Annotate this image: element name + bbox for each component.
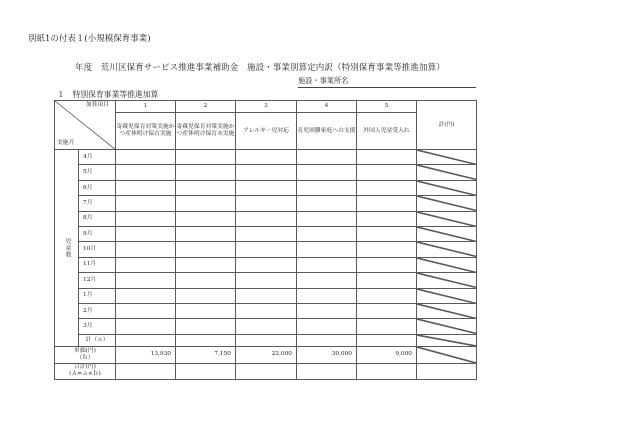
input-cell[interactable] xyxy=(357,242,417,257)
disabled-cell xyxy=(417,150,477,165)
subtotal-label: 計（ａ） xyxy=(79,334,116,346)
unit-price-value: 9,000 xyxy=(357,346,417,363)
table-row xyxy=(55,242,477,257)
disabled-cell xyxy=(417,288,477,303)
total-cell[interactable] xyxy=(236,363,297,379)
table-row xyxy=(55,273,477,288)
column-number: 4 xyxy=(297,101,357,113)
disabled-cell xyxy=(417,273,477,288)
input-cell[interactable] xyxy=(176,319,236,334)
input-cell[interactable] xyxy=(357,288,417,303)
document-title: 年度 荒川区保育サービス推進事業補助金 施設・事業別算定内訳（特別保育事業等推進加算） xyxy=(75,63,445,73)
disabled-cell xyxy=(417,165,477,180)
input-cell[interactable] xyxy=(116,165,176,180)
input-cell[interactable] xyxy=(357,257,417,272)
input-cell[interactable] xyxy=(116,150,176,165)
input-cell[interactable] xyxy=(116,242,176,257)
input-cell[interactable] xyxy=(236,165,297,180)
table-row xyxy=(55,257,477,272)
total-column-header: 計(円) xyxy=(417,101,477,150)
input-cell[interactable] xyxy=(357,273,417,288)
disabled-cell xyxy=(417,346,477,363)
input-cell[interactable] xyxy=(236,150,297,165)
input-cell[interactable] xyxy=(297,319,357,334)
input-cell[interactable] xyxy=(236,196,297,211)
disabled-cell xyxy=(417,319,477,334)
calculation-table xyxy=(54,100,477,380)
total-cell[interactable] xyxy=(297,363,357,379)
input-cell[interactable] xyxy=(116,319,176,334)
input-cell[interactable] xyxy=(297,257,357,272)
unit-price-value: 30,000 xyxy=(297,346,357,363)
month-label: 5月 xyxy=(79,165,116,180)
grand-total-cell[interactable] xyxy=(417,363,477,379)
subtotal-row xyxy=(55,334,477,346)
input-cell[interactable] xyxy=(297,165,357,180)
input-cell[interactable] xyxy=(297,303,357,318)
corner-header-cell xyxy=(55,101,116,150)
input-cell[interactable] xyxy=(297,288,357,303)
unit-price-value: 22,000 xyxy=(236,346,297,363)
column-label: 外国人児童受入れ xyxy=(357,113,417,150)
corner-bottom-label: 実施月 xyxy=(57,140,75,147)
unit-price-value: 13,930 xyxy=(116,346,176,363)
total-row xyxy=(55,363,477,379)
input-cell[interactable] xyxy=(176,273,236,288)
input-cell[interactable] xyxy=(116,180,176,195)
disabled-cell xyxy=(417,257,477,272)
month-label: 8月 xyxy=(79,211,116,226)
table-row xyxy=(55,196,477,211)
unit-price-value: 7,150 xyxy=(176,346,236,363)
input-cell[interactable] xyxy=(176,288,236,303)
input-cell[interactable] xyxy=(176,150,236,165)
subtotal-cell[interactable] xyxy=(357,334,417,346)
input-cell[interactable] xyxy=(116,211,176,226)
input-cell[interactable] xyxy=(176,196,236,211)
input-cell[interactable] xyxy=(357,303,417,318)
disabled-cell xyxy=(417,226,477,241)
column-label: 寄蔵児保育対策実施かつ産休明け保育実施 xyxy=(116,113,176,150)
input-cell[interactable] xyxy=(297,211,357,226)
subtotal-cell[interactable] xyxy=(236,334,297,346)
input-cell[interactable] xyxy=(116,273,176,288)
subtotal-cell[interactable] xyxy=(176,334,236,346)
input-cell[interactable] xyxy=(357,226,417,241)
corner-top-label: 加算項目 xyxy=(85,102,109,108)
input-cell[interactable] xyxy=(297,242,357,257)
column-number: 3 xyxy=(236,101,297,113)
input-cell[interactable] xyxy=(357,319,417,334)
children-count-label xyxy=(55,150,79,347)
total-cell[interactable] xyxy=(176,363,236,379)
input-cell[interactable] xyxy=(297,273,357,288)
month-label: 7月 xyxy=(79,196,116,211)
input-cell[interactable] xyxy=(236,180,297,195)
input-cell[interactable] xyxy=(297,180,357,195)
month-label: 3月 xyxy=(79,319,116,334)
table-row xyxy=(55,226,477,241)
column-number: 2 xyxy=(176,101,236,113)
disabled-cell xyxy=(417,180,477,195)
month-label: 4月 xyxy=(79,150,116,165)
input-cell[interactable] xyxy=(297,150,357,165)
month-label: 2月 xyxy=(79,303,116,318)
disabled-cell xyxy=(417,303,477,318)
input-cell[interactable] xyxy=(236,273,297,288)
input-cell[interactable] xyxy=(236,288,297,303)
input-cell[interactable] xyxy=(297,196,357,211)
subtotal-cell[interactable] xyxy=(297,334,357,346)
input-cell[interactable] xyxy=(236,303,297,318)
column-label: アレルギー児対応 xyxy=(236,113,297,150)
input-cell[interactable] xyxy=(236,226,297,241)
children-count-text: 児童数 xyxy=(63,237,70,259)
input-cell[interactable] xyxy=(176,180,236,195)
table-row xyxy=(55,319,477,334)
table-row xyxy=(55,150,477,165)
input-cell[interactable] xyxy=(116,226,176,241)
input-cell[interactable] xyxy=(357,165,417,180)
month-label: 11月 xyxy=(79,257,116,272)
input-cell[interactable] xyxy=(357,150,417,165)
total-cell[interactable] xyxy=(357,363,417,379)
total-cell[interactable] xyxy=(116,363,176,379)
input-cell[interactable] xyxy=(357,211,417,226)
month-label: 12月 xyxy=(79,273,116,288)
input-cell[interactable] xyxy=(176,303,236,318)
unit-price-row xyxy=(55,346,477,363)
input-cell[interactable] xyxy=(357,180,417,195)
input-cell[interactable] xyxy=(236,319,297,334)
table-row xyxy=(55,180,477,195)
column-label: 寄蔵児保育対策実施かつ産休明け保育未実施 xyxy=(176,113,236,150)
table-row xyxy=(55,165,477,180)
input-cell[interactable] xyxy=(236,257,297,272)
disabled-cell xyxy=(417,242,477,257)
disabled-cell xyxy=(417,196,477,211)
table-row xyxy=(55,303,477,318)
month-label: 1月 xyxy=(79,288,116,303)
input-cell[interactable] xyxy=(116,288,176,303)
column-label: 育児困難家庭への支援 xyxy=(297,113,357,150)
input-cell[interactable] xyxy=(116,257,176,272)
input-cell[interactable] xyxy=(357,196,417,211)
column-number: 1 xyxy=(116,101,176,113)
attachment-label: 別紙1の付表１(小規模保育事業) xyxy=(28,34,151,44)
month-label: 6月 xyxy=(79,180,116,195)
disabled-cell xyxy=(417,334,477,346)
section-title: １ 特別保育事業等推進加算 xyxy=(57,90,159,99)
table-row xyxy=(55,211,477,226)
column-number: 5 xyxy=(357,101,417,113)
table-row xyxy=(55,288,477,303)
input-cell[interactable] xyxy=(176,226,236,241)
total-label: 合計(円) (Ａ=ａ×ｂ) xyxy=(55,363,116,379)
input-cell[interactable] xyxy=(176,165,236,180)
input-cell[interactable] xyxy=(236,242,297,257)
facility-name-field: 施設・事業所名 xyxy=(298,76,476,88)
month-label: 9月 xyxy=(79,226,116,241)
unit-price-label: 単価(円) （ｂ） xyxy=(55,346,116,363)
input-cell[interactable] xyxy=(176,257,236,272)
month-label: 10月 xyxy=(79,242,116,257)
input-cell[interactable] xyxy=(176,211,236,226)
input-cell[interactable] xyxy=(236,211,297,226)
input-cell[interactable] xyxy=(116,196,176,211)
disabled-cell xyxy=(417,211,477,226)
input-cell[interactable] xyxy=(116,303,176,318)
input-cell[interactable] xyxy=(176,242,236,257)
subtotal-cell[interactable] xyxy=(116,334,176,346)
input-cell[interactable] xyxy=(297,226,357,241)
